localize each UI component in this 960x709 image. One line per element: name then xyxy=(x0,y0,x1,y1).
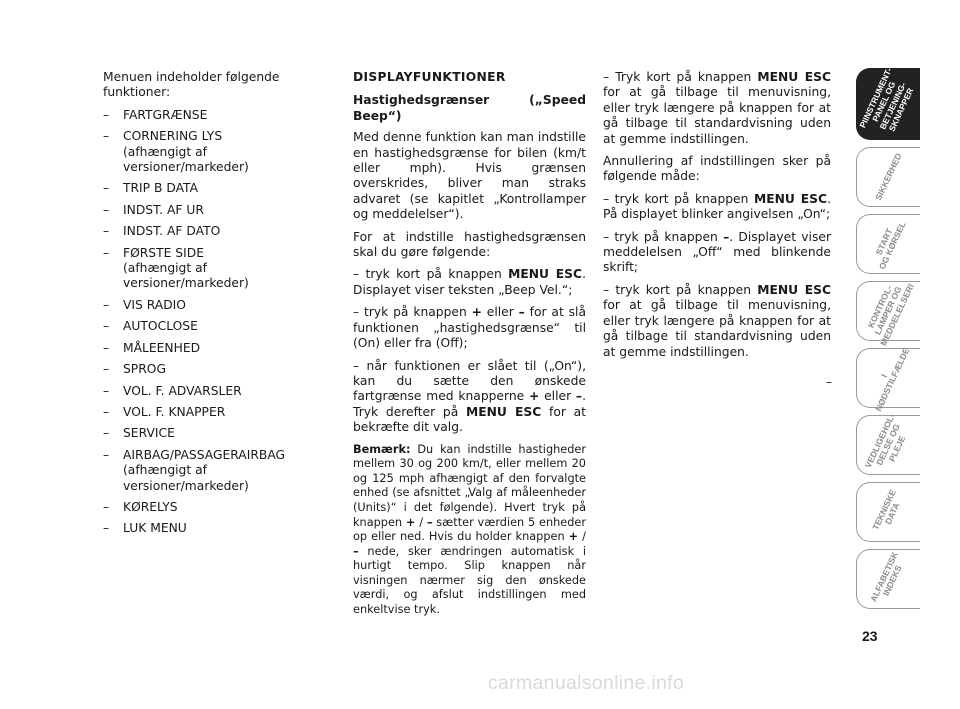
list-item: – TRIP B DATA xyxy=(103,181,199,196)
list-item: – VIS RADIO xyxy=(103,297,186,312)
list-item: – AUTOCLOSE xyxy=(103,319,198,334)
watermark: carmanualsonline.info xyxy=(488,672,684,694)
tab-emergency[interactable]: I NØDSTILFÆLDE xyxy=(856,348,920,408)
list-item: – MÅLEENHED xyxy=(103,340,201,355)
tab-instrument-panel[interactable]: PIINSTRUMENT- PANEL OG BETJENING- SKNAPPER xyxy=(856,68,920,140)
paragraph: – tryk kort på knappen MENU ESC for at gå tilbage til menuvisning, eller tryk længere på knappen for at gå tilbage til standardvisning uden at gemme indstillingen. xyxy=(603,282,831,359)
instructions-column xyxy=(603,70,831,367)
section-heading: DISPLAYFUNKTIONER xyxy=(353,70,506,84)
paragraph: Annullering af indstillingen sker på følgende måde: xyxy=(603,154,831,184)
list-item: – KØRELYS xyxy=(103,499,178,514)
chapter-tabs xyxy=(856,68,920,616)
menu-functions-column xyxy=(103,70,335,543)
paragraph: – tryk kort på knappen MENU ESC. På displayet blinker angivelsen „On“; xyxy=(603,191,831,222)
list-item: – VOL. F. ADVARSLER xyxy=(103,383,242,398)
list-item: – INDST. AF UR xyxy=(103,202,204,217)
list-item: – CORNERING LYS (afhængigt af versioner/markeder) xyxy=(103,129,249,175)
paragraph: – tryk på knappen + eller – for at slå funktionen „hastighedsgrænse“ til (On) eller fra (Off); xyxy=(353,305,586,351)
menu-intro: Menuen indeholder følgende funktioner: xyxy=(103,70,280,100)
note-paragraph: Bemærk: Du kan indstille hastigheder mellem 30 og 200 km/t, eller mellem 20 og 125 mph afhængigt af den forvalgte enhed (se afsnittet „Valg af måleenheder (Units)“ i det følgende). Hvert tryk på knappen + / – sætter værdien 5 enheder op eller ned. Hvis du holder knappen + / – nede, sker ændringen automatisk i hurtigt tempo. Slip knappen når visningen nærmer sig den ønskede værdi, og afslut indstillingen med enkeltvise tryk. xyxy=(353,442,586,617)
tab-safety[interactable]: SIKKERHED xyxy=(856,147,920,207)
list-item: – FØRSTE SIDE (afhængigt af versioner/markeder) xyxy=(103,245,249,291)
list-item: – VOL. F. KNAPPER xyxy=(103,404,226,419)
paragraph: – tryk på knappen –. Displayet viser meddelelsen „Off“ med blinkende skrift; xyxy=(603,229,831,275)
tab-technical-data[interactable]: TEKNISKE DATA xyxy=(856,482,920,542)
page-number: 23 xyxy=(862,628,878,644)
tab-index[interactable]: ALFABETISK INDEKS xyxy=(856,549,920,609)
list-item: – AIRBAG/PASSAGERAIRBAG (afhængigt af versioner/markeder) xyxy=(103,447,286,493)
paragraph: For at indstille hastighedsgrænsen skal du gøre følgende: xyxy=(353,229,586,260)
list-item: – INDST. AF DATO xyxy=(103,224,221,239)
tab-warning-lights[interactable]: KONTROL- LAMPER OG MEDDELELSERI xyxy=(856,281,920,341)
paragraph: Med denne funktion kan man indstille en hastighedsgrænse for bilen (km/t eller mph). Hvis grænsen overskrides, bliver man straks advaret (se kapitlet „Kontrollamper og meddelelser“). xyxy=(353,130,586,222)
display-functions-column xyxy=(353,70,586,625)
paragraph: – Tryk kort på knappen MENU ESC for at gå tilbage til menuvisning, eller tryk længere på knappen for at gå tilbage til standardvisning uden at gemme indstillingen. xyxy=(603,70,831,146)
list-item: – FARTGRÆNSE xyxy=(103,107,208,122)
paragraph: – tryk kort på knappen MENU ESC. Displayet viser teksten „Beep Vel.“; xyxy=(353,267,586,297)
end-dash: – xyxy=(826,375,832,389)
tab-maintenance[interactable]: VEDLIGEHOL- DELSE OG PLEJE xyxy=(856,415,920,475)
list-item: – LUK MENU xyxy=(103,521,187,536)
menu-function-list xyxy=(103,108,335,537)
list-item: – SPROG xyxy=(103,362,166,377)
subsection-heading: Hastighedsgrænser („Speed Beep“) xyxy=(353,93,586,123)
list-item: – SERVICE xyxy=(103,426,175,441)
tab-starting-driving[interactable]: START OG KØRSEL xyxy=(856,214,920,274)
paragraph: – når funktionen er slået til („On“), kan du sætte den ønskede fartgrænse med knapperne + eller –. Tryk derefter på MENU ESC for at bekræfte dit valg. xyxy=(353,358,586,435)
